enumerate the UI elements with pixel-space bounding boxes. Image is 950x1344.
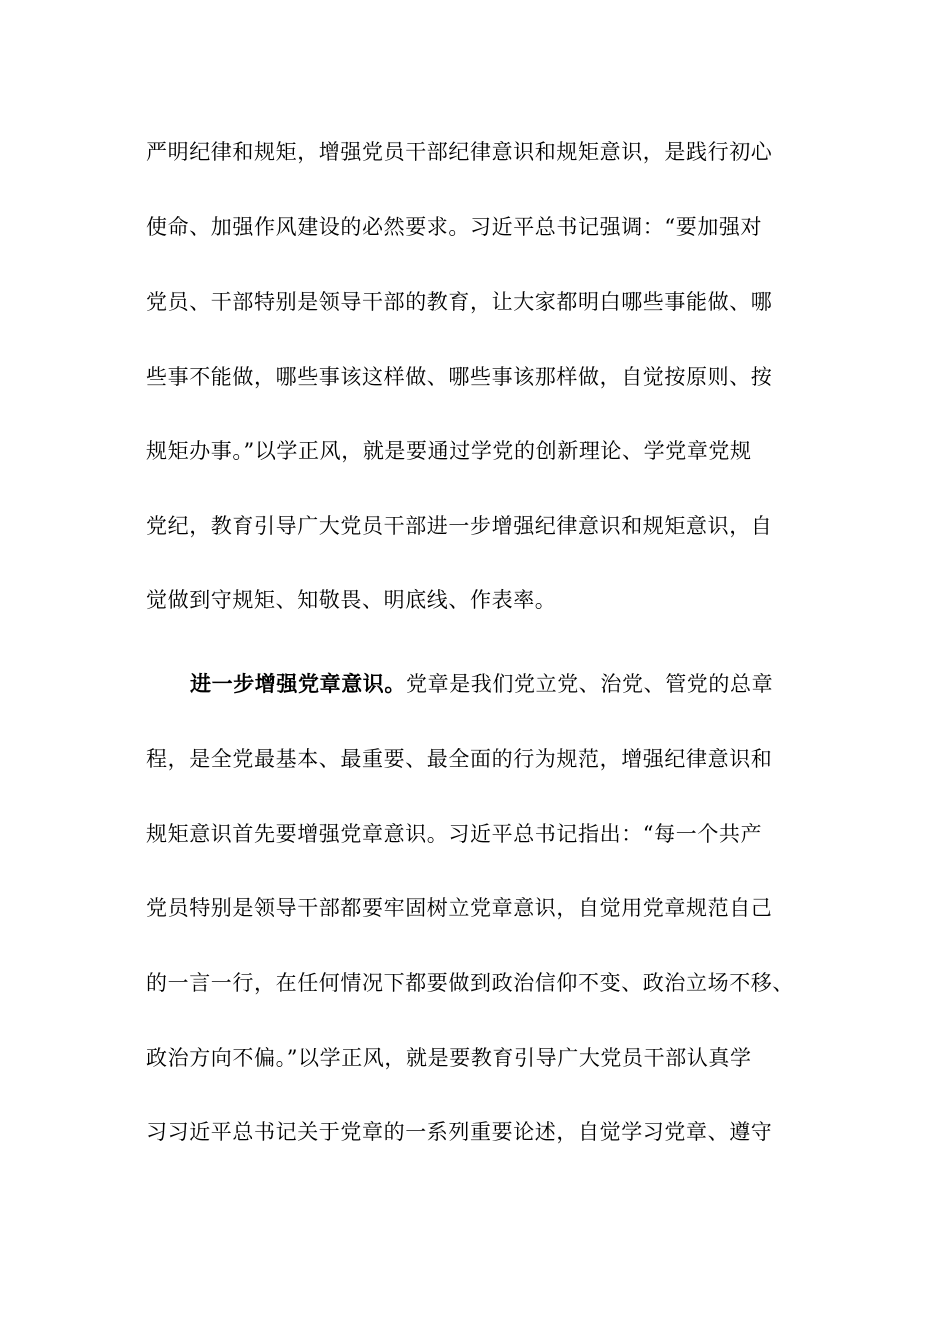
paragraph-2-line-6: 政治方向不偏。”以学正风，就是要教育引导广大党员干部认真学 xyxy=(146,1046,752,1070)
paragraph-2-heading: 进一步增强党章意识。 xyxy=(190,671,406,696)
paragraph-2-line-1 xyxy=(190,669,773,699)
paragraph-1-line-1: 严明纪律和规矩，增强党员干部纪律意识和规矩意识，是践行初心 xyxy=(146,140,773,164)
paragraph-2-line-1-text: 党章是我们党立党、治党、管党的总章 xyxy=(406,672,774,696)
paragraph-1-line-7: 觉做到守规矩、知敬畏、明底线、作表率。 xyxy=(146,588,557,612)
paragraph-1-line-6: 党纪，教育引导广大党员干部进一步增强纪律意识和规矩意识，自 xyxy=(146,514,773,538)
paragraph-2-line-7: 习习近平总书记关于党章的一系列重要论述，自觉学习党章、遵守 xyxy=(146,1120,773,1144)
paragraph-2-line-4: 党员特别是领导干部都要牢固树立党章意识，自觉用党章规范自己 xyxy=(146,896,773,920)
paragraph-2-line-2: 程，是全党最基本、最重要、最全面的行为规范，增强纪律意识和 xyxy=(146,747,773,771)
paragraph-2-line-5: 的一言一行，在任何情况下都要做到政治信仰不变、政治立场不移、 xyxy=(146,971,794,995)
paragraph-1-line-5: 规矩办事。”以学正风，就是要通过学党的创新理论、学党章党规 xyxy=(146,439,752,463)
paragraph-1-line-2: 使命、加强作风建设的必然要求。习近平总书记强调：“要加强对 xyxy=(146,215,763,239)
paragraph-2-line-3: 规矩意识首先要增强党章意识。习近平总书记指出：“每一个共产 xyxy=(146,822,763,846)
paragraph-1-line-3: 党员、干部特别是领导干部的教育，让大家都明白哪些事能做、哪 xyxy=(146,290,773,314)
paragraph-1-line-4: 些事不能做，哪些事该这样做、哪些事该那样做，自觉按原则、按 xyxy=(146,365,773,389)
